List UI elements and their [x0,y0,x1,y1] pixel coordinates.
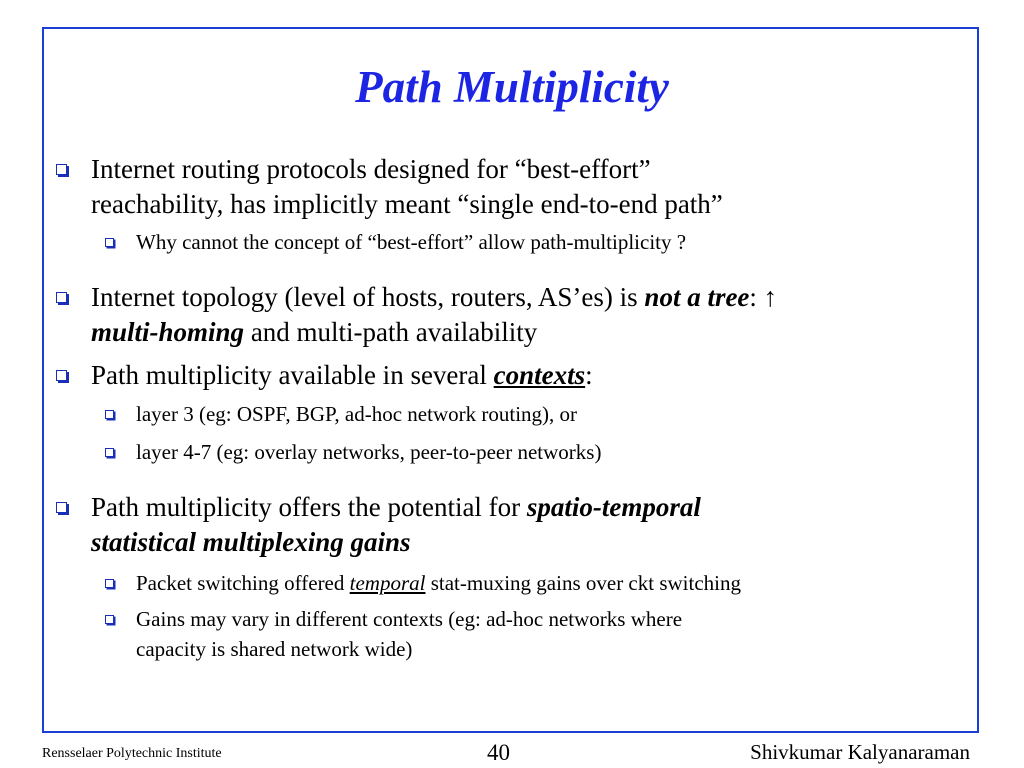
hollow-square-bullet-icon [56,502,67,513]
slide-title: Path Multiplicity [355,62,669,112]
bullet-contexts [52,358,964,393]
slide-content [52,152,964,664]
subbullet-best-effort [52,227,964,257]
emphasis-statistical-multiplexing: statistical multiplexing gains [91,527,411,557]
subbullet-layer-3 [52,399,964,429]
subbullet-text: capacity is shared network wide) [136,637,413,661]
bullet-text: Internet routing protocols designed for “best-effort” [91,154,651,184]
emphasis-multi-homing: multi-homing [91,317,245,347]
subbullet-text: Packet switching offered [136,571,350,595]
bullet-internet-topology [52,280,964,350]
hollow-square-bullet-icon [56,370,67,381]
footer-page-number: 40 [487,740,510,765]
emphasis-spatio-temporal: spatio-temporal [526,492,701,522]
footer-author: Shivkumar Kalyanaraman [750,740,970,764]
subbullet-text: Why cannot the concept of “best-effort” allow path-multiplicity ? [136,230,687,254]
hollow-square-bullet-icon [105,579,114,588]
subbullet-gains-vary [52,604,964,664]
subbullet-text: layer 3 (eg: OSPF, BGP, ad-hoc network routing), or [136,402,578,426]
subbullet-packet-switching [52,568,964,598]
subbullet-text: Gains may vary in different contexts (eg: ad-hoc networks where [136,607,683,631]
hollow-square-bullet-icon [105,615,114,624]
bullet-text: Path multiplicity offers the potential for [91,492,527,522]
subbullet-text: layer 4-7 (eg: overlay networks, peer-to-peer networks) [136,440,602,464]
bullet-text: : [585,360,593,390]
emphasis-temporal: temporal [349,571,426,595]
hollow-square-bullet-icon [56,164,67,175]
bullet-text: Path multiplicity available in several [91,360,494,390]
bullet-routing-protocols [52,152,964,222]
bullet-text: : ↑ [749,282,778,312]
hollow-square-bullet-icon [105,238,114,247]
hollow-square-bullet-icon [56,292,67,303]
bullet-potential [52,490,964,560]
footer-institute: Rensselaer Polytechnic Institute [42,746,222,761]
emphasis-not-a-tree: not a tree [644,282,750,312]
emphasis-contexts: contexts [493,360,586,390]
subbullet-text: stat-muxing gains over ckt switching [425,571,742,595]
bullet-text: and multi-path availability [244,317,538,347]
subbullet-layer-4-7 [52,437,964,467]
bullet-text: Internet topology (level of hosts, routers, AS’es) is [91,282,645,312]
hollow-square-bullet-icon [105,410,114,419]
hollow-square-bullet-icon [105,448,114,457]
bullet-text: reachability, has implicitly meant “single end-to-end path” [91,189,723,219]
